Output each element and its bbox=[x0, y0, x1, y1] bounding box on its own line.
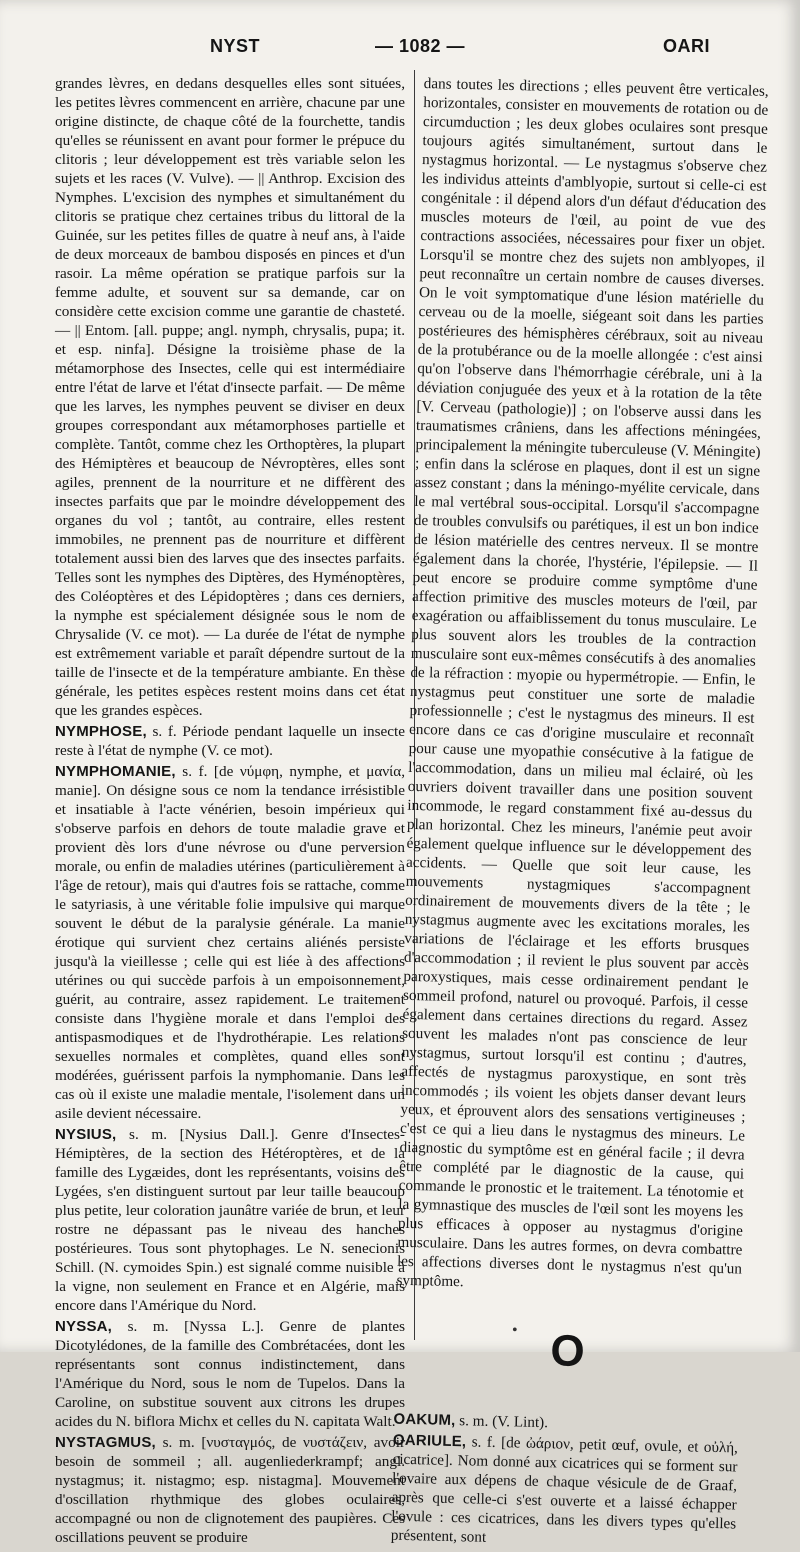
page-number: — 1082 — bbox=[375, 36, 466, 56]
definition-nystagmus: s. m. [νυσταγμός, de νυστάζειν, avoir besoin de sommeil ; all. augenliederkrampf; angl. nystagmus; it. nistagmo; esp. nistagma]. Mouvement d'oscillation rhythmique des globes oculaires, accompagné ou non de clignotement des paupières. Ces oscillations peuvent se produire bbox=[55, 1434, 405, 1546]
headword-nymphomanie: NYMPHOMANIE, bbox=[55, 763, 176, 780]
right-column bbox=[391, 74, 769, 1552]
running-header bbox=[60, 36, 750, 62]
ink-speck: • bbox=[512, 1322, 518, 1339]
definition-nymphomanie: s. f. [de νύμφη, nymphe, et μανία, manie]. On désigne sous ce nom la tendance irrésistible et insatiable à l'acte vénérien, besoin impérieux qui s'observe parfois en dehors de toute maladie grave et provient dès lors d'une névrose ou d'une perversion morale, ou enfin de maladies utérines (particulièrement à l'âge de retour), mais qui d'autres fois se rattache, comme le satyriasis, à une véritable folie impulsive qui marque souvent le début de la paralysie générale. La manie érotique qui survient chez certains aliénés persiste jusqu'à la vieillesse ; celle qui est liée à des affections utérines ou qui succède parfois à un empoisonnement, guérit, au contraire, assez rapidement. Le traitement consiste dans l'hygiène morale et dans l'emploi des antispasmodiques et de l'hydrothérapie. Les relations sexuelles normales et complètes, quand elles sont modérées, guérissent parfois la nymphomanie. Dans les cas où il existe une maladie mentale, l'isolement dans un asile devient nécessaire. bbox=[55, 763, 405, 1122]
headword-nymphose: NYMPHOSE, bbox=[55, 723, 147, 740]
entry-nysius bbox=[55, 1125, 405, 1315]
headword-nystagmus: NYSTAGMUS, bbox=[55, 1434, 156, 1451]
headword-nyssa: NYSSA, bbox=[55, 1318, 113, 1335]
header-left-guideword: NYST bbox=[210, 36, 261, 56]
entry-nyssa bbox=[55, 1317, 405, 1431]
nystagmus-continuation: dans toutes les directions ; elles peuvent être verticales, horizontales, consister en mouvements de rotation ou de circumduction ; les deux globes oculaires sont presque toujours agités simultanément, surtout dans le nystagmus horizontal. — Le nystagmus s'observe chez les individus atteints d'amblyopie, surtout si celle-ci est congénitale : il dépend alors d'un défaut d'éducation des muscles moteurs de l'œil, au point de vue des contractions associées, nécessaires pour fixer un objet. Lorsqu'il se montre chez des sujets non amblyopes, il peut reconnaître un certain nombre de causes diverses. On le voit symptomatique d'une lésion matérielle du cerveau ou de la moelle, siégeant soit dans les parties postérieures des hémisphères cérébraux, soit au niveau de la protubérance ou de la moelle allongée : c'est ainsi qu'on l'observe dans l'hémorrhagie cérébrale, uni à la déviation conjuguée des yeux et à la rotation de la tête [V. Cerveau (pathologie)] ; on l'observe aussi dans les traumatismes crâniens, dans les affections méningées, principalement la méningite tuberculeuse (V. Méningite) ; enfin dans la sclérose en plaques, dont il est un signe assez constant ; dans la méningo-myélite cervicale, dans le mal vertébral sous-occipital. Lorsqu'il s'accompagne de troubles convulsifs ou parétiques, il est un bon indice de lésion matérielle des centres nerveux. Il se montre également dans la chorée, l'hystérie, l'épilepsie. — Il peut encore se produire comme symptôme d'une affection primitive des muscles moteurs de l'œil, par exagération ou affaiblissement du tonus musculaire. Le plus souvent alors les troubles de la contraction musculaire sont eux-mêmes consécutifs à des anomalies de la réfraction : myopie ou hypermétropie. — Enfin, le nystagmus peut constituer une sorte de maladie professionnelle ; c'est le nystagmus des mineurs. Il est encore dans ce cas d'origine musculaire et reconnaît pour cause une myopathie consécutive à la fatigue de l'accommodation, dans un milieu mal éclairé, où les ouvriers doivent travailler dans une position souvent incommode, le regard constamment fixé au-dessus du plan horizontal. Chez les mineurs, l'anémie peut avoir également quelque influence sur le développement des accidents. — Quelle que soit leur cause, les mouvements nystagmiques s'accompagnent ordinairement de mouvements divers de la tête ; le nystagmus augmente avec les excitations morales, les variations de l'éclairage et les efforts brusques d'accommodation ; il revient le plus souvent par accès paroxystiques, mais cesse ordinairement pendant le sommeil profond, naturel ou provoqué. Parfois, il cesse également dans certaines directions du regard. Assez souvent les malades n'ont pas conscience de leur nystagmus, surtout lorsqu'il est continu ; d'autres, affectés de nystagmus paroxystique, en sont très incommodés ; ils voient les objets danser devant leurs yeux, et éprouvent alors des sensations vertigineuses ; c'est ce qui a lieu dans le nystagmus des mineurs. Le diagnostic du symptôme est en général facile ; il devra être complété par le diagnostic de la cause, qui commande le pronostic et le traitement. La ténotomie et la gymnastique des muscles de l'œil sont les moyens les plus efficaces à opposer au nystagmus d'origine musculaire. Dans les autres formes, on devra combattre les affections diverses dont le nystagmus n'est qu'un symptôme. bbox=[396, 74, 769, 1291]
definition-oakum: s. m. (V. Lint). bbox=[455, 1412, 549, 1432]
headword-nysius: NYSIUS, bbox=[55, 1126, 117, 1143]
headword-oariule: OARIULE, bbox=[392, 1431, 467, 1451]
definition-nysius: s. m. [Nysius Dall.]. Genre d'Insectes-Hémiptères, de la section des Hétéroptères, et de la famille des Lygæides, dont les représentants, voisins des Lygées, s'en distinguent surtout par leur taille beaucoup plus petite, leur coloration jaunâtre variée de brun, et leur rostre ne dépassant pas le niveau des hanches postérieures. Tous sont phytophages. Le N. senecionis Schill. (N. cymoides Spin.) est signalé comme nuisible à la vigne, non seulement en France et en Algérie, mais encore dans l'Amérique du Nord. bbox=[55, 1126, 405, 1314]
entry-nymphose bbox=[55, 722, 405, 760]
header-right-guideword: OARI bbox=[663, 36, 710, 56]
headword-oakum: OAKUM, bbox=[393, 1410, 456, 1430]
nymphes-continuation: grandes lèvres, en dedans desquelles elles sont situées, les petites lèvres commencent en arrière, chacune par une origine distincte, de chaque côté de la fourchette, tandis qu'elles se réunissent en avant pour former le prépuce du clitoris ; leur développement est très variable selon les sujets et les races (V. Vulve). — || Anthrop. Excision des Nymphes. L'excision des nymphes et simultanément du clitoris se pratique chez certaines tribus du littoral de la Guinée, sur les petites filles de quatre à neuf ans, à l'aide de deux morceaux de bambou disposés en pinces et d'un rasoir. La même opération se pratique parfois sur la femme adulte, et souvent sur sa demande, car on considère cette excision comme une garantie de chasteté. — || Entom. [all. puppe; angl. nymph, chrysalis, pupa; it. et esp. ninfa]. Désigne la troisième phase de la métamorphose des Insectes, celle qui est intermédiaire entre l'état de larve et l'état d'insecte parfait. — De même que les larves, les nymphes peuvent se diviser en deux groupes correspondant aux métamorphoses partielle et complète. Tantôt, comme chez les Orthoptères, la plupart des Hémiptères et beaucoup de Névroptères, elles sont agiles, prennent de la nourriture et ne diffèrent des insectes parfaits que par le moindre développement des organes du vol ; tantôt, au contraire, elles restent immobiles, ne prennent pas de nourriture et diffèrent totalement aussi bien des larves que des insectes parfaits. Telles sont les nymphes des Diptères, des Hyménoptères, des Coléoptères et des Lépidoptères ; dans ces derniers, la nymphe est spécialement désignée sous le nom de Chrysalide (V. ce mot). — La durée de l'état de nymphe est extrêmement variable et paraît dépendre surtout de la taille de l'insecte et de la température ambiante. En thèse générale, les petites espèces restent moins dans cet état que les grandes espèces. bbox=[55, 75, 405, 719]
definition-oariule: s. f. [de ὠάριον, petit œuf, ovule, et οὐλή, cicatrice]. Nom donné aux cicatrices qui se forment sur l'ovaire aux dépens de chaque vésicule de de Graaf, après que celle-ci s'est ouverte et a laissé échapper l'ovule : ces cicatrices, dans les divers types qu'elles présentent, sont bbox=[390, 1433, 739, 1546]
entry-nymphomanie bbox=[55, 762, 405, 1123]
definition-nymphose: s. f. Période pendant laquelle un insecte reste à l'état de nymphe (V. ce mot). bbox=[55, 723, 405, 759]
definition-nyssa: s. m. [Nyssa L.]. Genre de plantes Dicotylédones, de la famille des Combrétacées, dont les représentants sont connus indistinctement, dans l'Amérique du Nord, sous le nom de Tupelos. Dans la Caroline, on substitue souvent aux citrons les drupes acides du N. biflora Michx et celles du N. capitata Walt. bbox=[55, 1318, 405, 1430]
entry-nystagmus bbox=[55, 1433, 405, 1547]
entry-oariule bbox=[391, 1431, 738, 1552]
section-letter: O bbox=[549, 1326, 586, 1376]
left-column bbox=[55, 74, 405, 1547]
